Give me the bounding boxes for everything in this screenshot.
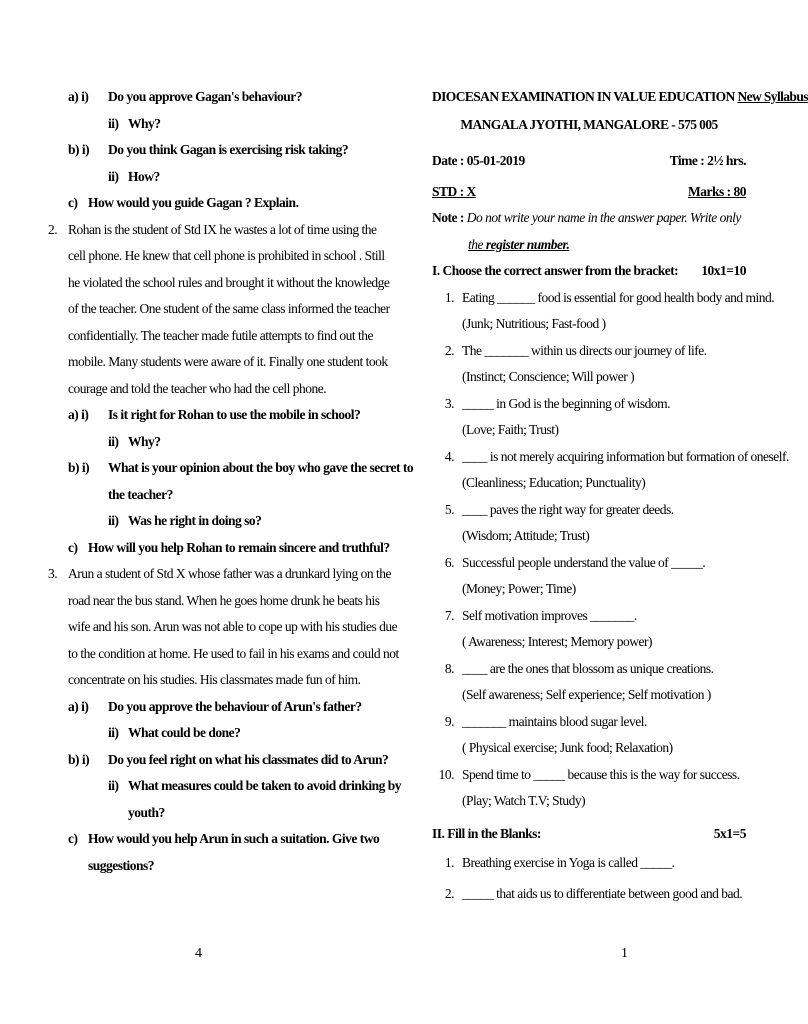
q3-b-i: b) i) Do you feel right on what his classmates did to Arun? xyxy=(68,751,389,767)
date-time-row: Date : 05-01-2019 Time : 2½ hrs. xyxy=(432,153,746,168)
mcq-2-options: (Instinct; Conscience; Will power ) xyxy=(462,369,635,384)
mcq-2: 2. The _______ within us directs our journey of life. xyxy=(444,342,707,358)
mcq-1: 1. Eating ______ food is essential for good health body and mind. xyxy=(444,289,775,305)
page-number-left: 4 xyxy=(195,946,202,961)
note-cont: the register number. xyxy=(468,236,570,252)
note: Note : Do not write your name in the answer paper. Write only xyxy=(432,210,741,225)
q1-c: c) How would you guide Gagan ? Explain. xyxy=(68,195,299,210)
mcq-3-options: (Love; Faith; Trust) xyxy=(462,422,559,437)
right-page xyxy=(432,84,808,907)
mcq-1-options: (Junk; Nutritious; Fast-food ) xyxy=(462,316,606,331)
mcq-9: 9. _______ maintains blood sugar level. xyxy=(444,713,647,729)
mcq-7: 7. Self motivation improves _______. xyxy=(444,607,637,623)
page-number-right: 1 xyxy=(621,946,628,961)
mcq-10-options: (Play; Watch T.V; Study) xyxy=(462,793,586,808)
fill-1: 1. Breathing exercise in Yoga is called _____. xyxy=(444,855,675,870)
section1-heading: I. Choose the correct answer from the bracket: 10x1=10 xyxy=(432,263,746,278)
mcq-9-options: ( Physical exercise; Junk food; Relaxation) xyxy=(462,740,673,755)
q2-a-ii: ii) Why? xyxy=(108,433,161,449)
std-marks-row: STD : X Marks : 80 xyxy=(432,183,746,199)
exam-title: DIOCESAN EXAMINATION IN VALUE EDUCATION New Syllabus xyxy=(432,89,808,104)
left-page xyxy=(48,84,414,879)
q3-b-ii: ii) What measures could be taken to avoid drinking by xyxy=(108,778,402,793)
fill-2: 2. _____ that aids us to differentiate between good and bad. xyxy=(444,885,743,901)
section2-heading: II. Fill in the Blanks: 5x1=5 xyxy=(432,825,746,841)
mcq-5-options: (Wisdom; Attitude; Trust) xyxy=(462,528,590,543)
mcq-4-options: (Cleanliness; Education; Punctuality) xyxy=(462,475,646,490)
q3-passage: 3. Arun a student of Std X whose father was a drunkard lying on the road near the bus stand. When he goes home drunk he beats his wife and his son. Arun was not able to cope up with his studies due to the condition at home. He used to fail in his exams and could not concentrate on his studies. His classmates made fun of him. xyxy=(48,566,399,687)
mcq-4: 4. ____ is not merely acquiring information but formation of oneself. xyxy=(444,448,789,464)
mcq-6-options: (Money; Power; Time) xyxy=(462,581,576,596)
q3-b-ii-cont: youth? xyxy=(128,804,165,820)
mcq-6: 6. Successful people understand the value of _____. xyxy=(444,554,706,570)
q3-c-cont: suggestions? xyxy=(88,857,155,873)
mcq-8-options: (Self awareness; Self experience; Self motivation ) xyxy=(462,687,711,702)
mcq-8: 8. ____ are the ones that blossom as unique creations. xyxy=(444,660,714,676)
q2-b-i-cont: the teacher? xyxy=(108,486,173,502)
q1-a-ii: ii) Why? xyxy=(108,115,161,131)
q1-b-i: b) i) Do you think Gagan is exercising risk taking? xyxy=(68,142,349,157)
q2-c: c) How will you help Rohan to remain sincere and truthful? xyxy=(68,539,390,555)
mcq-10: 10. Spend time to _____ because this is the way for success. xyxy=(438,766,740,782)
q2-a-i: a) i) Is it right for Rohan to use the mobile in school? xyxy=(68,407,361,422)
mcq-7-options: ( Awareness; Interest; Memory power) xyxy=(462,634,652,649)
q3-c: c) How would you help Arun in such a suitation. Give two xyxy=(68,831,380,846)
mcq-3: 3. _____ in God is the beginning of wisdom. xyxy=(444,395,670,411)
q3-a-i: a) i) Do you approve the behaviour of Arun's father? xyxy=(68,698,362,714)
exam-subtitle: MANGALA JYOTHI, MANGALORE - 575 005 xyxy=(460,116,718,132)
q2-b-ii: ii) Was he right in doing so? xyxy=(108,513,262,528)
q1-a-i: a) i) Do you approve Gagan's behaviour? xyxy=(68,89,303,104)
mcq-5: 5. ____ paves the right way for greater deeds. xyxy=(444,501,674,517)
q2-passage: 2. Rohan is the student of Std IX he wastes a lot of time using the cell phone. He knew that cell phone is prohibited in school . Still he violated the school rules and brought it without the knowledge of the teacher. One student of the same class informed the teacher confidentially. The teacher made futile attempts to find out the mobile. Many students were aware of it. Finally one student took courage and told the teacher who had the cell phone. xyxy=(48,221,390,396)
q3-a-ii: ii) What could be done? xyxy=(108,725,241,740)
q1-b-ii: ii) How? xyxy=(108,168,160,184)
q2-b-i: b) i) What is your opinion about the boy who gave the secret to xyxy=(68,460,414,475)
